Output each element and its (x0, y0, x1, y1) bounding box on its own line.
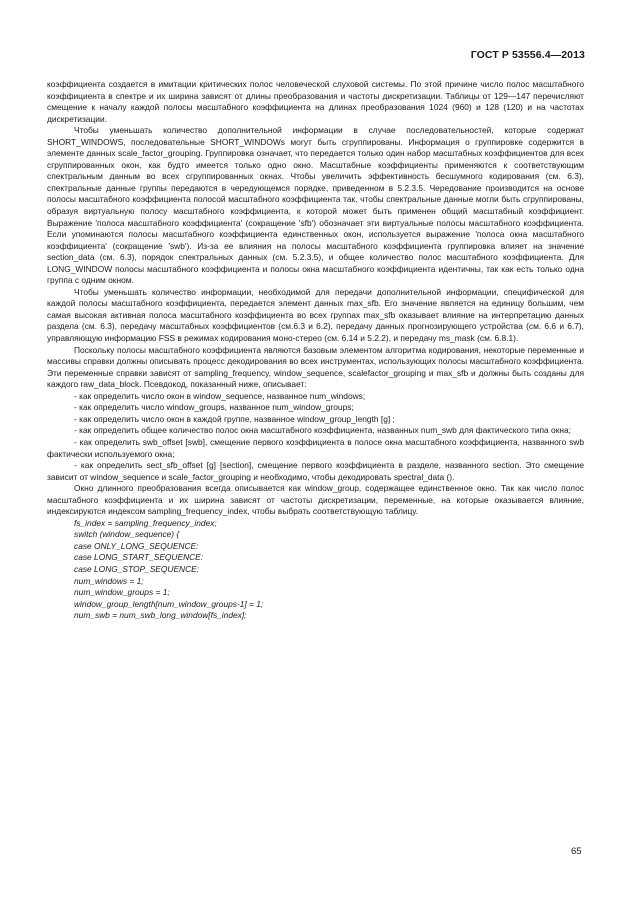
code-line: fs_index = sampling_frequency_index; (74, 517, 217, 528)
code-line: num_window_groups = 1; (74, 587, 170, 598)
code-line: case LONG_STOP_SEQUENCE: (74, 563, 200, 574)
list-item-num-swb: - как определить общее количество полос окна масштабного коэффициента, названных num_swb для фактического типа окна; (74, 425, 571, 436)
paragraph-helper-variables: Поскольку полосы масштабного коэффициента являются базовым элементом алгоритма кодирования, некоторые переменные и массивы справки должны описывать процесс декодирования во всех инструментах, использующих полосы масштабного коэффициента. Эти переменные справки зависят от sampling_frequency, window_sequence, scalefactor_grouping и max_sfb и должны быть созданы для каждого raw_data_block. Псевдокод, показанный ниже, описывает: (47, 344, 584, 390)
list-item-swb-offset: - как определить swb_offset [swb], смещение первого коэффициента в полосе окна масштабного коэффициента, названного swb фактически используемого окна; (47, 436, 584, 459)
document-standard-header: ГОСТ Р 53556.4—2013 (470, 49, 585, 61)
paragraph-long-window: Окно длинного преобразования всегда описывается как window_group, содержащее единственное окно. Так как число полос масштабного коэффициента и их ширина зависят от частоты дискретизации, переменные, на которые оказывается влияние, индексируются индексом sampling_frequency_index, чтобы выбрать соответствующую таблицу. (47, 483, 584, 517)
code-line: case LONG_START_SEQUENCE: (74, 552, 204, 563)
list-item-window-group-length: - как определить число окон в каждой группе, названное window_group_length [g] ; (74, 413, 395, 424)
page-number: 65 (571, 846, 582, 857)
list-item-num-window-groups: - как определить число window_groups, названное num_window_groups; (74, 402, 354, 413)
list-item-num-windows: - как определить число окон в window_sequence, названное num_windows; (74, 390, 366, 401)
page-body (47, 79, 584, 622)
code-line: case ONLY_LONG_SEQUENCE: (74, 540, 199, 551)
code-line: switch (window_sequence) { (74, 529, 180, 540)
paragraph-continuation: коэффициента создается в имитации критических полос человеческой слуховой системы. По этой причине число полос масштабного коэффициента в спектре и их ширина зависят от длины преобразования и частоты дискретизации. Таблицы от 129—147 перечисляют смещение к началу каждой полосы масштабного коэффициента на длинах преобразования 1024 (960) и 128 (120) и на частотах дискретизации. (47, 79, 584, 124)
paragraph-grouping: Чтобы уменьшать количество дополнительной информации в случае последовательностей, которые содержат SHORT_WINDOWS, последовательные SHORT_WINDOWs могут быть сгруппированы. Информация о группировке содержится в элементе данных scale_factor_grouping. Группировка означает, что передается только один набор масштабных коэффициентов для всех сгруппированных окон, как будто имеется только одно окно. Масштабные коэффициенты применяются к соответствующим спектральным данным во всех сгруппированных окнах. Чтобы увеличить эффективность бесшумного кодирования (см. 6.3), спектральные данные группы передаются в чередующемся порядке, приведенном в 5.2.3.5. Чередование производится на основе полосы масштабного коэффициента полосой масштабного коэффициента так, чтобы спектральные данные могли быть сгруппированы, образуя виртуальную полосу масштабного коэффициента, к которой может быть применен общий масштабный коэффициент. Выражение 'полоса масштабного коэффициента' (сокращение 'sfb') обозначает эти виртуальные полосы масштабного коэффициента. Если упоминаются полосы масштабного коэффициента единственных окон, используется выражение 'полоса окна масштабного коэффициента' (сокращение 'swb'). Из-за ее влияния на полосы масштабного коэффициента группировка влияет на значение section_data (см. 6.3), порядок спектральных данных (см. 5.2.3.5), и общее количество полос масштабного коэффициента. Для LONG_WINDOW полосы масштабного коэффициента и полосы окна масштабного коэффициента идентичны, так как есть только одна группа с одним окном. (47, 125, 584, 286)
code-line: num_windows = 1; (74, 575, 144, 586)
list-item-sect-sfb-offset: - как определить sect_sfb_offset [g] [section], смещение первого коэффициента в разделе, названного section. Это смещение зависит от window_sequence и scale_factor_grouping и необходимо, чтобы декодировать spectral_data (). (47, 460, 584, 482)
code-line: window_group_length[num_window_groups-1] = 1; (74, 598, 264, 609)
code-line: num_swb = num_swb_long_window[fs_index]; (74, 610, 247, 621)
paragraph-max-sfb: Чтобы уменьшать количество информации, необходимой для передачи дополнительной информации, специфической для каждой полосы масштабного коэффициента, передается элемент данных max_sfb. Его значение является на единицу большим, чем самая высокая активная полоса масштабного коэффициента во всех группах max_sfb оказывает влияние на интерпретацию данных раздела (см. 6.3), передачу масштабных коэффициентов (см.6.3 и 6.2), передачу данных прогнозирующего устройства (см. 6.6 и 6.7), управляющую информацию FSS в режимах кодирования моно-стерео (см. 6.14 и 5.2.2), и передачу ms_mask (см. 6.8.1). (47, 286, 584, 344)
